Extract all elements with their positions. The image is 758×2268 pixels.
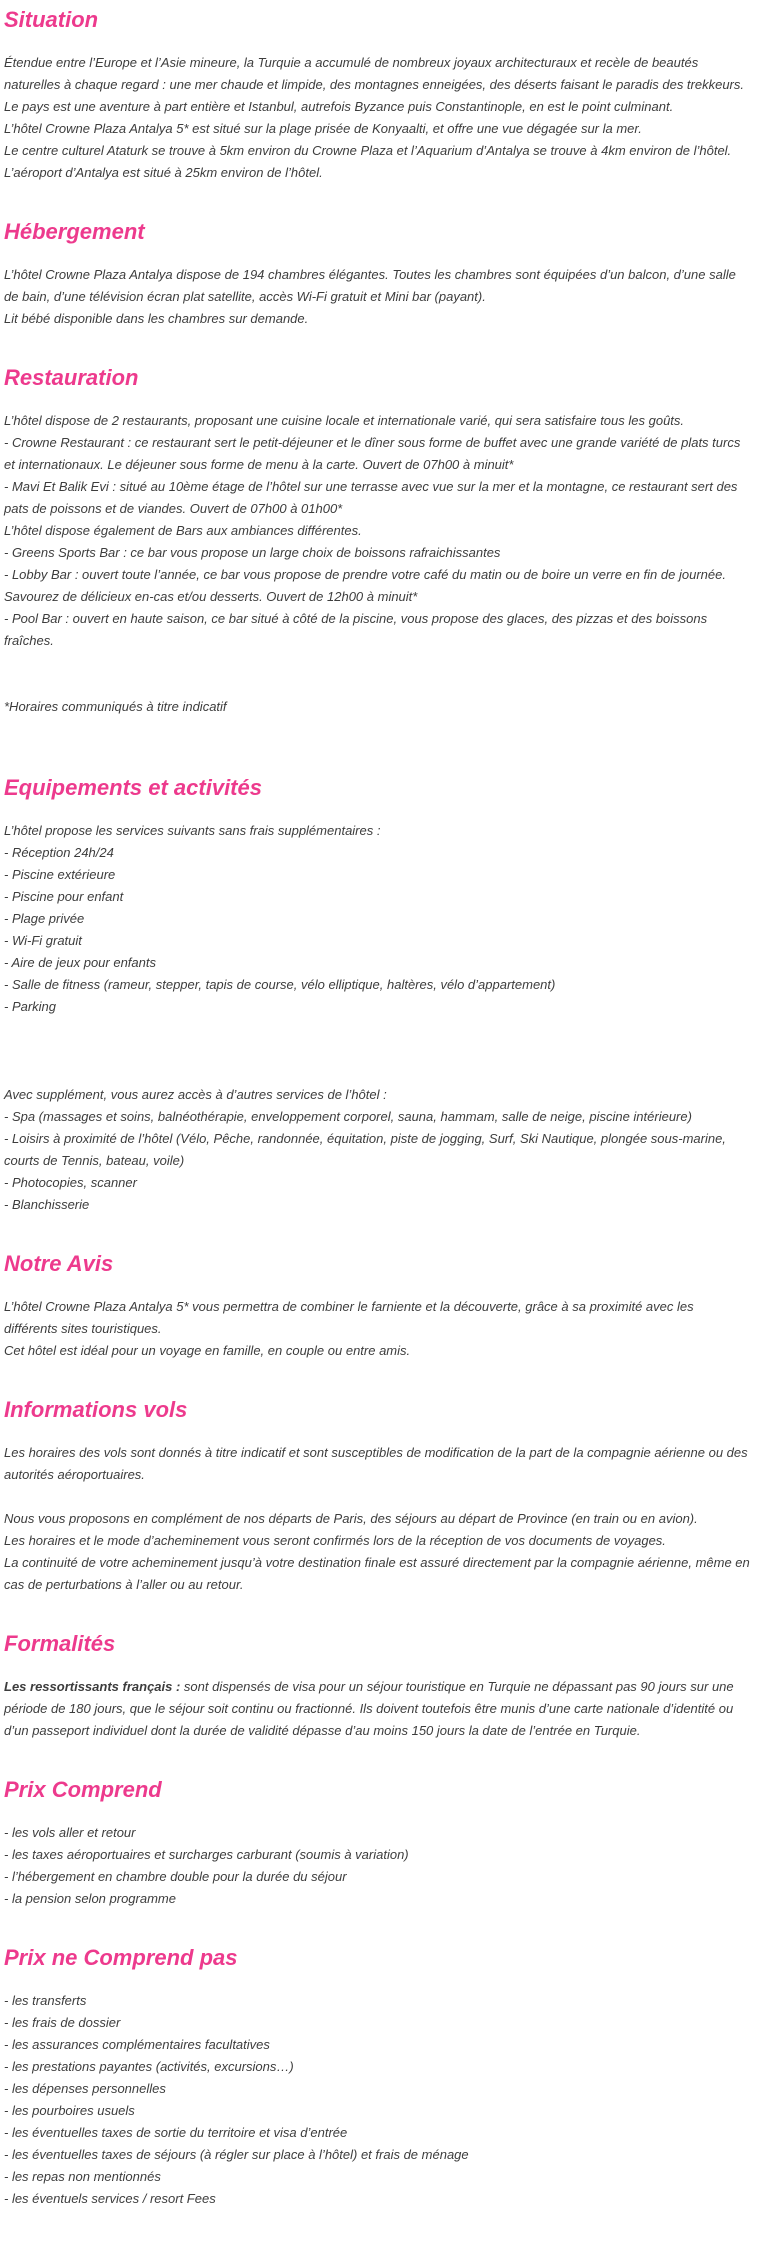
text-line: Cet hôtel est idéal pour un voyage en famille, en couple ou entre amis. (4, 1343, 411, 1358)
situation-heading: Situation (4, 7, 99, 32)
list-item: - l’hébergement en chambre double pour la durée du séjour (4, 1869, 347, 1884)
list-item: - les vols aller et retour (4, 1825, 136, 1840)
text-line: - Loisirs à proximité de l’hôtel (Vélo, Pêche, randonnée, équitation, piste de jogging, Surf, Ski Nautique, plongée sous-marine, courts de Tennis, bateau, voile) (4, 1131, 730, 1168)
text-line: L’hôtel dispose également de Bars aux ambiances différentes. (4, 523, 362, 538)
text-line: - Spa (massages et soins, balnéothérapie, enveloppement corporel, sauna, hammam, salle de neige, piscine intérieure) (4, 1109, 692, 1124)
hebergement-body (4, 264, 750, 330)
hebergement-heading: Hébergement (4, 219, 145, 244)
text-line: - Aire de jeux pour enfants (4, 955, 156, 970)
section-formalites (4, 1630, 750, 1742)
formalites-text: sont dispensés de visa pour un séjour touristique en Turquie ne dépassant pas 90 jours sur une période de 180 jours, que le séjour soit continu ou fractionné. Ils doivent toutefois être munis d’une carte nationale d’identité ou d’un passeport individuel dont la durée de validité dépasse d’au moins 150 jours la date de l’entrée en Turquie. (4, 1679, 738, 1738)
list-item: - les frais de dossier (4, 2015, 121, 2030)
text-line: - Photocopies, scanner (4, 1175, 137, 1190)
text-line: Étendue entre l’Europe et l’Asie mineure, la Turquie a accumulé de nombreux joyaux architecturaux et recèle de beautés naturelles à chaque regard : une mer chaude et limpide, des montagnes enneigées, des déserts faisant le paradis des trekkeurs. Le pays est une aventure à part entière et Istanbul, autrefois Byzance puis Constantinople, en est le point culminant. (4, 55, 748, 114)
list-item: - les éventuels services / resort Fees (4, 2191, 216, 2206)
section-equipements (4, 774, 750, 1216)
formalites-heading: Formalités (4, 1631, 116, 1656)
text-line: Les horaires et le mode d’acheminement vous seront confirmés lors de la réception de vos documents de voyages. (4, 1533, 666, 1548)
list-item: - la pension selon programme (4, 1891, 176, 1906)
text-line: - Piscine pour enfant (4, 889, 124, 904)
restauration-body (4, 410, 750, 740)
text-line: L’hôtel Crowne Plaza Antalya dispose de 194 chambres élégantes. Toutes les chambres sont équipées d’un balcon, d’une salle de bain, d’une télévision écran plat satellite, accès Wi-Fi gratuit et Mini bar (payant). (4, 267, 740, 304)
list-item: - les prestations payantes (activités, excursions…) (4, 2059, 294, 2074)
prix-ne-comprend-pas-heading: Prix ne Comprend pas (4, 1945, 238, 1970)
prix-comprend-heading: Prix Comprend (4, 1777, 162, 1802)
list-item: - les assurances complémentaires facultatives (4, 2037, 270, 2052)
prix-comprend-body (4, 1822, 750, 1910)
text-line: L’hôtel propose les services suivants sans frais supplémentaires : (4, 823, 381, 838)
list-item: - les éventuelles taxes de sortie du territoire et visa d’entrée (4, 2125, 348, 2140)
text-line: Lit bébé disponible dans les chambres sur demande. (4, 311, 309, 326)
text-line: - Parking (4, 999, 57, 1014)
text-line (4, 674, 750, 696)
text-line: - Salle de fitness (rameur, stepper, tapis de course, vélo elliptique, haltères, vélo d’appartement) (4, 977, 556, 992)
text-line: - Mavi Et Balik Evi : situé au 10ème étage de l’hôtel sur une terrasse avec vue sur la mer et la montagne, ce restaurant sert des pats de poissons et de viandes. Ouvert de 07h00 à 01h00* (4, 479, 742, 516)
text-line: La continuité de votre acheminement jusqu’à votre destination finale est assuré directement par la compagnie aérienne, même en cas de perturbations à l’aller ou au retour. (4, 1555, 754, 1592)
formalites-paragraph (4, 1676, 750, 1742)
prix-ne-comprend-pas-body (4, 1990, 750, 2210)
text-line: - Crowne Restaurant : ce restaurant sert le petit-déjeuner et le dîner sous forme de buffet avec une grande variété de plats turcs et internationaux. Le déjeuner sous forme de menu à la carte. Ouvert de 07h00 à minuit* (4, 435, 744, 472)
list-item: - les transferts (4, 1993, 87, 2008)
text-line: - Greens Sports Bar : ce bar vous propose un large choix de boissons rafraichissantes (4, 545, 501, 560)
text-line: Nous vous proposons en complément de nos départs de Paris, des séjours au départ de Province (en train ou en avion). (4, 1511, 698, 1526)
text-line (4, 652, 750, 674)
list-item: - les éventuelles taxes de séjours (à régler sur place à l’hôtel) et frais de ménage (4, 2147, 469, 2162)
formalites-lead: Les ressortissants français : (4, 1679, 181, 1694)
list-item: - les dépenses personnelles (4, 2081, 166, 2096)
informations-vols-heading: Informations vols (4, 1397, 188, 1422)
equipements-heading: Equipements et activités (4, 775, 262, 800)
list-item: - les pourboires usuels (4, 2103, 135, 2118)
text-line: L’hôtel dispose de 2 restaurants, proposant une cuisine locale et internationale varié, qui sera satisfaire tous les goûts. (4, 413, 685, 428)
text-line (4, 1062, 750, 1084)
section-prix-ne-comprend-pas (4, 1944, 750, 2210)
text-line: - Wi-Fi gratuit (4, 933, 82, 948)
text-line: Les horaires des vols sont donnés à titre indicatif et sont susceptibles de modification de la part de la compagnie aérienne ou des autorités aéroportuaires. (4, 1445, 752, 1482)
section-prix-comprend (4, 1776, 750, 1910)
text-line (4, 1486, 750, 1508)
text-line: Le centre culturel Ataturk se trouve à 5km environ du Crowne Plaza et l’Aquarium d’Antalya se trouve à 4km environ de l’hôtel. L’aéroport d’Antalya est situé à 25km environ de l’hôtel. (4, 143, 735, 180)
text-line (4, 1018, 750, 1040)
text-line: - Lobby Bar : ouvert toute l’année, ce bar vous propose de prendre votre café du matin ou de boire un verre en fin de journée. Savourez de délicieux en-cas et/ou desserts. Ouvert de 12h00 à minuit* (4, 567, 730, 604)
section-situation (4, 6, 750, 184)
notre-avis-heading: Notre Avis (4, 1251, 114, 1276)
text-line: - Piscine extérieure (4, 867, 116, 882)
section-informations-vols (4, 1396, 754, 1596)
text-line: L’hôtel Crowne Plaza Antalya 5* est situé sur la plage prisée de Konyaalti, et offre une vue dégagée sur la mer. (4, 121, 642, 136)
text-line: L’hôtel Crowne Plaza Antalya 5* vous permettra de combiner le farniente et la découverte, grâce à sa proximité avec les différents sites touristiques. (4, 1299, 698, 1336)
notre-avis-body (4, 1296, 750, 1362)
text-line: *Horaires communiqués à titre indicatif (4, 699, 227, 714)
text-line (4, 1040, 750, 1062)
text-line: - Plage privée (4, 911, 85, 926)
text-line (4, 718, 750, 740)
list-item: - les taxes aéroportuaires et surcharges carburant (soumis à variation) (4, 1847, 409, 1862)
text-line: - Blanchisserie (4, 1197, 90, 1212)
text-line: - Pool Bar : ouvert en haute saison, ce bar situé à côté de la piscine, vous propose des glaces, des pizzas et des boissons fraîches. (4, 611, 711, 648)
text-line: Avec supplément, vous aurez accès à d’autres services de l’hôtel : (4, 1087, 387, 1102)
equipements-body (4, 820, 750, 1216)
section-notre-avis (4, 1250, 750, 1362)
text-line: - Réception 24h/24 (4, 845, 114, 860)
section-restauration (4, 364, 750, 740)
situation-body (4, 52, 750, 184)
section-hebergement (4, 218, 750, 330)
restauration-heading: Restauration (4, 365, 139, 390)
list-item: - les repas non mentionnés (4, 2169, 161, 2184)
informations-vols-body (4, 1442, 754, 1596)
